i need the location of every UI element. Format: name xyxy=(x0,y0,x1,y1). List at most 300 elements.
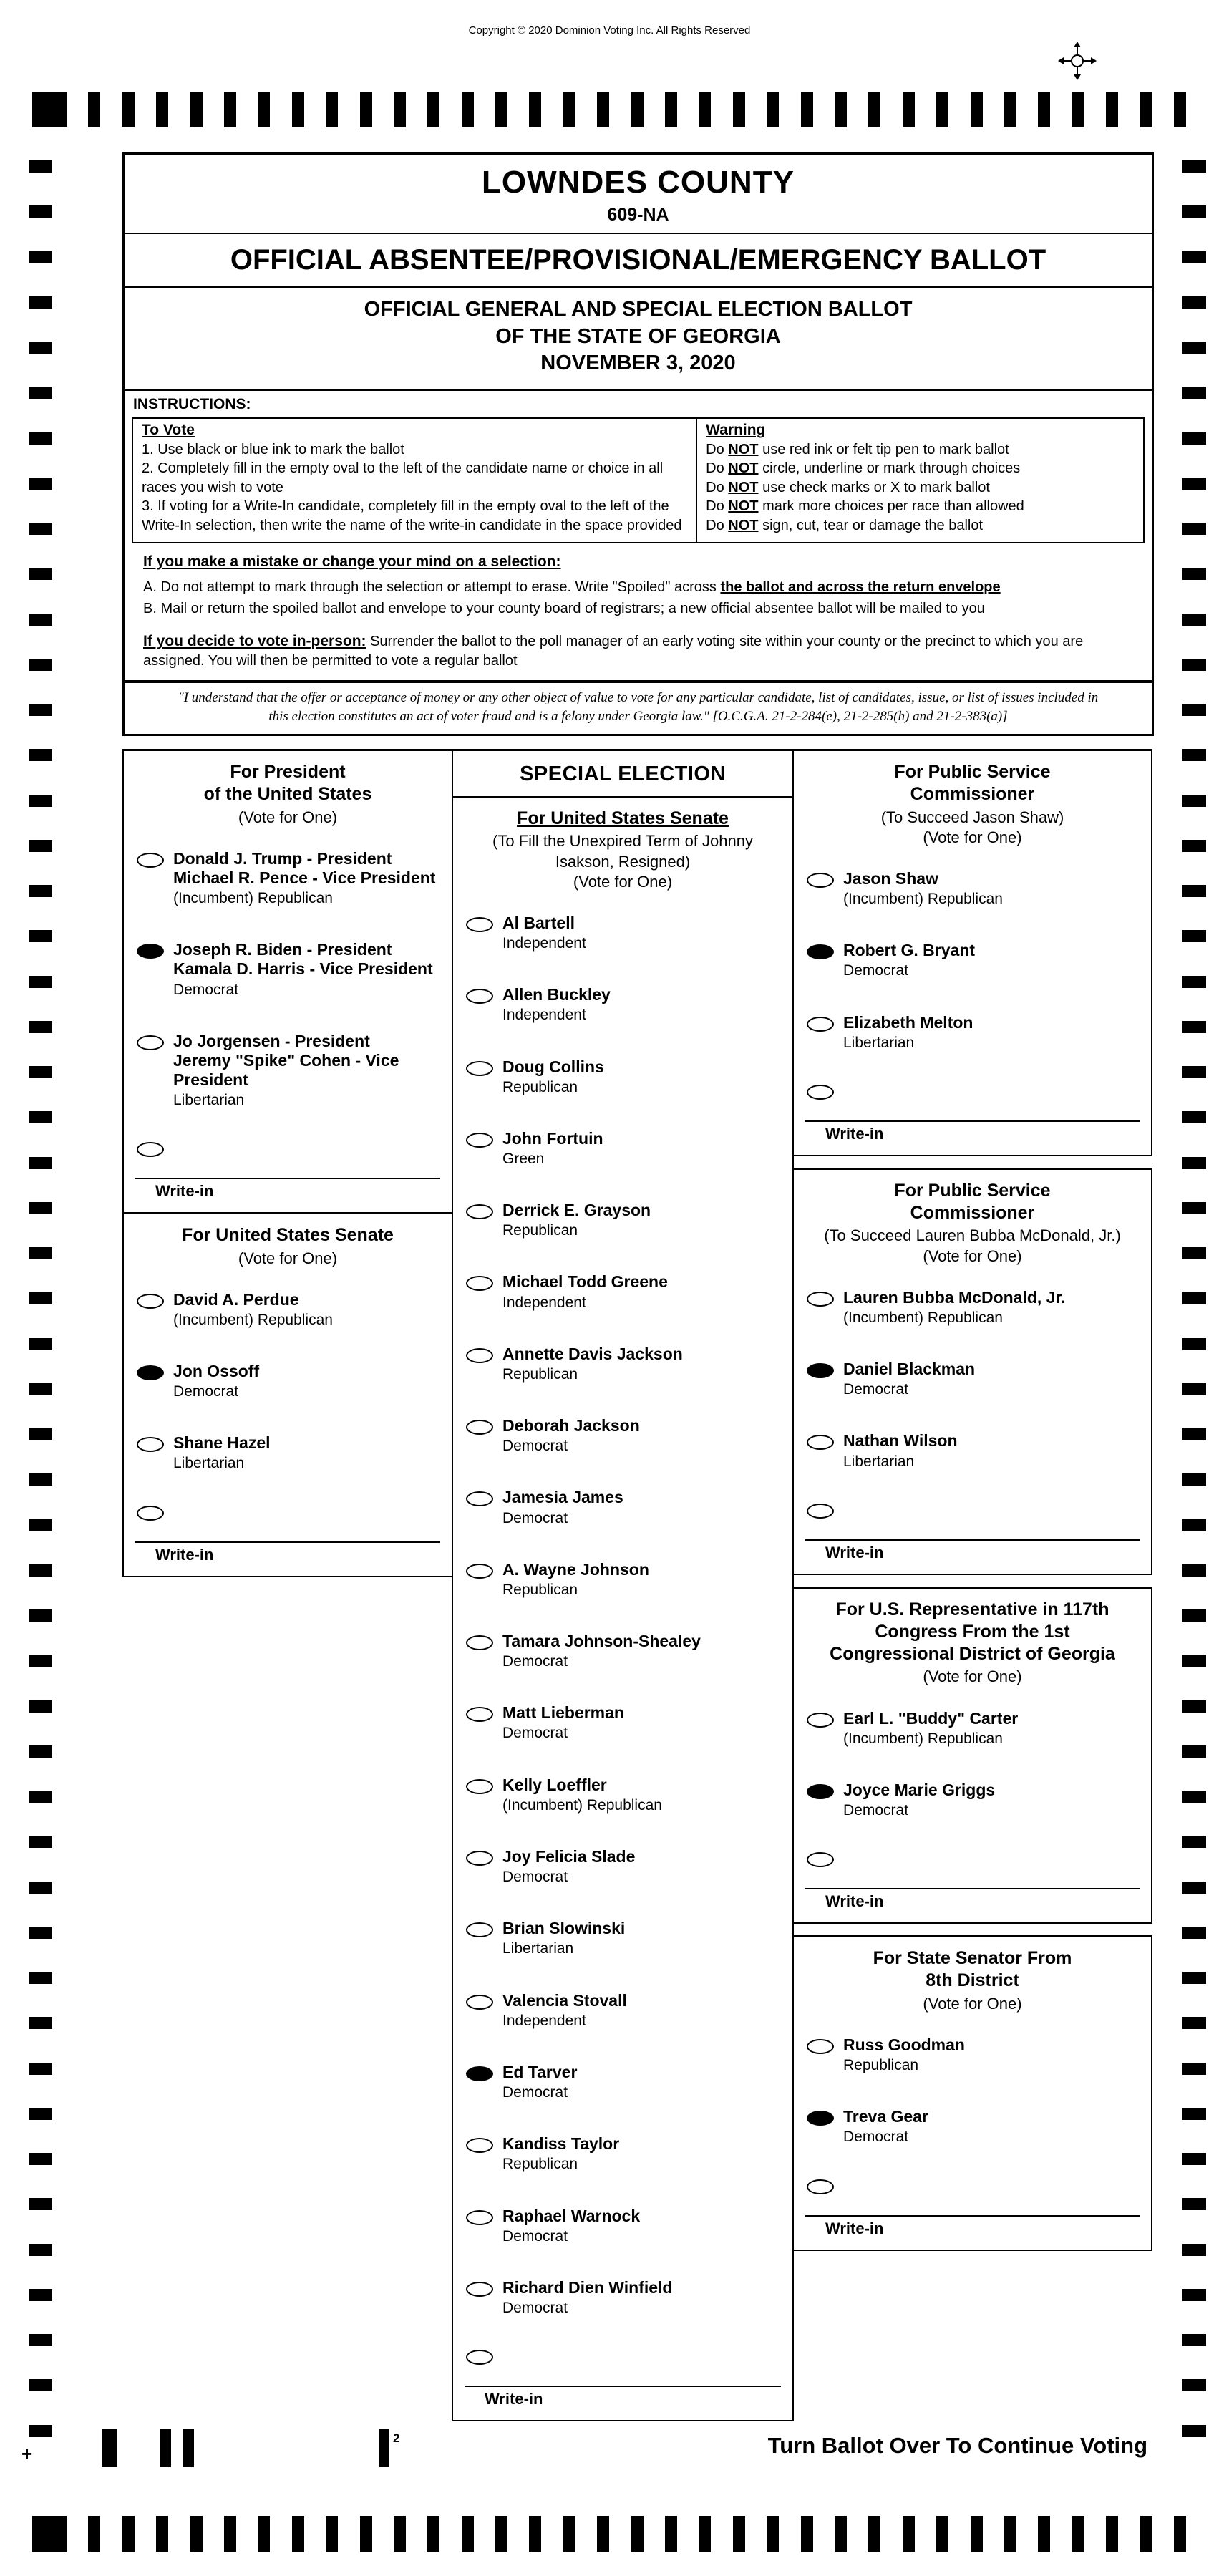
timing-mark xyxy=(29,2379,52,2391)
timing-mark xyxy=(1182,1157,1206,1169)
timing-mark xyxy=(29,2198,52,2210)
candidate-party: Libertarian xyxy=(173,1455,245,1472)
warning-not-emphasis: NOT xyxy=(728,498,759,515)
timing-mark xyxy=(1182,2289,1206,2301)
timing-mark xyxy=(190,2516,203,2552)
candidate-oval[interactable] xyxy=(466,1851,493,1866)
timing-mark xyxy=(1182,795,1206,807)
write-in-section xyxy=(124,1142,452,1209)
timing-marks-bottom xyxy=(32,2516,1186,2552)
timing-mark xyxy=(1140,92,1152,127)
candidate-party: Democrat xyxy=(843,1381,909,1398)
candidate-party: (Incumbent) Republican xyxy=(843,891,1003,908)
candidate-info xyxy=(502,1416,640,1455)
timing-mark xyxy=(1182,1202,1206,1214)
write-in-oval[interactable] xyxy=(807,2179,834,2194)
timing-mark xyxy=(29,1836,52,1848)
candidate-party: (Incumbent) Republican xyxy=(843,1309,1003,1326)
election-title-section xyxy=(125,288,1152,389)
write-in-label: Write-in xyxy=(155,1545,214,1564)
county-title: LOWNDES COUNTY xyxy=(482,165,795,200)
candidate-info xyxy=(173,849,435,907)
candidate-name: Joy Felicia Slade xyxy=(502,1846,636,1866)
warning-item: Do NOT use check marks or X to mark ballot xyxy=(706,479,990,495)
candidate-row xyxy=(453,1201,792,1239)
timing-mark xyxy=(529,92,541,127)
candidate-oval[interactable] xyxy=(466,1061,493,1076)
candidate-oval[interactable] xyxy=(137,1437,164,1452)
timing-mark xyxy=(597,92,609,127)
candidate-info xyxy=(843,941,975,979)
candidate-row xyxy=(453,1560,792,1599)
write-in-section xyxy=(794,1504,1151,1571)
race-section xyxy=(453,798,792,2420)
candidate-row xyxy=(453,985,792,1024)
race-title-line: For U.S. Representative in 117th xyxy=(835,1599,1109,1619)
timing-mark xyxy=(1182,1111,1206,1123)
mistake-item-a: A. Do not attempt to mark through the selection or attempt to erase. Write "Spoiled" across the ballot and across the return envelope xyxy=(143,579,1001,596)
race-subtitle: (Vote for One) xyxy=(923,1667,1022,1686)
timing-mark xyxy=(326,92,338,127)
write-in-line[interactable] xyxy=(135,1541,440,1543)
timing-mark xyxy=(1182,930,1206,942)
timing-mark xyxy=(224,92,236,127)
candidate-name: Jon Ossoff xyxy=(173,1362,260,1380)
candidate-oval[interactable] xyxy=(137,853,164,868)
timing-mark xyxy=(29,1292,52,1304)
timing-mark xyxy=(1182,523,1206,535)
candidate-party: (Incumbent) Republican xyxy=(502,1796,662,1814)
timing-mark xyxy=(462,2516,474,2552)
ballot-column-3 xyxy=(792,749,1152,2262)
write-in-section xyxy=(453,2350,792,2417)
warning-not-emphasis: NOT xyxy=(728,460,759,477)
timing-mark xyxy=(835,2516,847,2552)
write-in-oval[interactable] xyxy=(137,1142,164,1157)
timing-mark xyxy=(29,432,52,445)
timing-mark xyxy=(29,1473,52,1486)
timing-mark xyxy=(462,92,474,127)
to-vote-item: 1. Use black or blue ink to mark the ballot xyxy=(142,442,404,458)
candidate-oval[interactable] xyxy=(466,1995,493,2010)
candidate-info xyxy=(843,869,1003,908)
candidate-party: Democrat xyxy=(173,1383,239,1400)
write-in-section xyxy=(124,1506,452,1573)
candidate-oval[interactable] xyxy=(466,2138,493,2153)
candidate-oval[interactable] xyxy=(466,1779,493,1794)
timing-mark xyxy=(631,2516,644,2552)
timing-mark xyxy=(665,92,677,127)
candidate-name: Lauren Bubba McDonald, Jr. xyxy=(843,1287,1066,1307)
candidate-oval[interactable] xyxy=(807,1292,834,1307)
timing-mark xyxy=(29,1791,52,1803)
in-person-instructions: If you decide to vote in-person: Surrender the ballot to the poll manager of an early voting site within your county or the precinct to which you are assigned. You will then be permitted to vote a regular ballot xyxy=(143,632,1084,669)
timing-mark xyxy=(29,614,52,626)
candidate-oval[interactable] xyxy=(466,1420,493,1435)
timing-mark xyxy=(360,2516,372,2552)
timing-mark xyxy=(1182,1519,1206,1531)
to-vote-item: 2. Completely fill in the empty oval to the left of the candidate name or choice in all races you wish to vote xyxy=(142,460,664,495)
candidate-name: Joyce Marie Griggs xyxy=(843,1780,996,1799)
turn-ballot-over-text: Turn Ballot Over To Continue Voting xyxy=(767,2433,1147,2458)
timing-marks-top xyxy=(32,92,1186,127)
warning-items xyxy=(706,440,1135,535)
timing-mark xyxy=(733,2516,745,2552)
timing-mark xyxy=(903,92,915,127)
race-subtitle: (Vote for One) xyxy=(238,808,338,826)
write-in-oval[interactable] xyxy=(466,2350,493,2365)
candidate-name: Kamala D. Harris - Vice President xyxy=(173,959,433,979)
candidate-oval[interactable] xyxy=(807,1017,834,1032)
timing-mark xyxy=(1182,1882,1206,1894)
candidate-name: Derrick E. Grayson xyxy=(502,1201,651,1220)
candidate-oval[interactable] xyxy=(466,989,493,1004)
race-title xyxy=(794,1589,1151,1666)
candidate-party: (Incumbent) Republican xyxy=(173,890,333,907)
candidate-oval-filled[interactable] xyxy=(807,2111,834,2126)
timing-mark xyxy=(1182,885,1206,897)
timing-mark xyxy=(29,523,52,535)
candidate-info xyxy=(502,1345,683,1383)
to-vote-item: 3. If voting for a Write-In candidate, completely fill in the empty oval to the left of the Write-In selection, then write the name of the write-in candidate in the space provided xyxy=(142,498,682,533)
timing-mark xyxy=(29,2334,52,2346)
timing-mark xyxy=(29,2063,52,2075)
candidate-info xyxy=(173,940,433,998)
candidate-oval[interactable] xyxy=(466,1348,493,1363)
timing-mark xyxy=(29,296,52,309)
timing-mark xyxy=(903,2516,915,2552)
timing-mark xyxy=(29,1972,52,1984)
timing-mark xyxy=(1182,387,1206,399)
timing-mark xyxy=(868,92,880,127)
timing-mark xyxy=(29,1202,52,1214)
timing-mark xyxy=(29,2017,52,2029)
timing-mark xyxy=(258,2516,270,2552)
timing-mark xyxy=(1182,1791,1206,1803)
timing-mark xyxy=(29,930,52,942)
mistake-instructions xyxy=(125,552,1152,619)
candidate-oval[interactable] xyxy=(807,873,834,888)
county-header-section xyxy=(125,155,1152,234)
timing-mark xyxy=(29,1021,52,1033)
candidate-party: Libertarian xyxy=(173,1092,245,1109)
race-subtitle: (To Succeed Lauren Bubba McDonald, Jr.) (Vote for One) xyxy=(824,1226,1121,1265)
timing-mark xyxy=(29,1111,52,1123)
ballot-column-1 xyxy=(122,749,453,1577)
candidate-info xyxy=(502,2134,619,2173)
race-title xyxy=(124,751,452,806)
timing-mark xyxy=(1174,92,1186,127)
candidate-info xyxy=(173,1362,259,1400)
candidate-oval-filled[interactable] xyxy=(466,2066,493,2081)
timing-mark xyxy=(733,92,745,127)
timing-mark xyxy=(971,2516,983,2552)
candidate-info xyxy=(843,1288,1066,1327)
timing-mark xyxy=(156,2516,168,2552)
warning-item: Do NOT mark more choices per race than allowed xyxy=(706,498,1024,515)
timing-marks-right xyxy=(1182,160,1206,2437)
timing-mark xyxy=(1140,2516,1152,2552)
candidate-oval[interactable] xyxy=(137,1294,164,1309)
candidate-oval[interactable] xyxy=(466,1491,493,1506)
candidate-info xyxy=(173,1290,333,1329)
write-in-line[interactable] xyxy=(135,1178,440,1179)
candidate-oval-filled[interactable] xyxy=(137,1365,164,1380)
to-vote-title: To Vote xyxy=(142,422,195,439)
candidate-party: (Incumbent) Republican xyxy=(173,1311,333,1328)
candidate-info xyxy=(502,1129,603,1168)
timing-mark xyxy=(1038,92,1050,127)
candidate-row xyxy=(794,2035,1151,2074)
candidate-party: Independent xyxy=(502,935,586,952)
candidate-info xyxy=(843,2035,965,2074)
candidate-row xyxy=(453,2134,792,2173)
candidate-info xyxy=(843,1709,1018,1748)
timing-mark xyxy=(29,1609,52,1622)
timing-mark xyxy=(1182,840,1206,852)
candidate-oval[interactable] xyxy=(466,1276,493,1291)
candidate-oval[interactable] xyxy=(466,1707,493,1722)
candidate-name: Al Bartell xyxy=(502,913,575,932)
timing-mark xyxy=(1182,432,1206,445)
timing-mark xyxy=(1182,2153,1206,2165)
timing-mark xyxy=(1182,1247,1206,1259)
candidate-party: Democrat xyxy=(502,1869,568,1886)
candidate-oval-filled[interactable] xyxy=(137,944,164,959)
timing-mark xyxy=(1182,342,1206,354)
candidate-info xyxy=(502,1488,623,1526)
candidate-info xyxy=(843,2107,928,2146)
candidate-party: Democrat xyxy=(502,2299,568,2316)
timing-mark xyxy=(971,92,983,127)
timing-mark xyxy=(32,2516,67,2552)
mistake-item-b: B. Mail or return the spoiled ballot and envelope to your county board of registrars; a new official absentee ballot will be mailed to you xyxy=(143,601,985,617)
candidate-party: Independent xyxy=(502,1007,586,1024)
candidate-party: Democrat xyxy=(502,1438,568,1455)
timing-mark xyxy=(767,92,779,127)
write-in-oval[interactable] xyxy=(137,1506,164,1521)
candidate-name: Jeremy "Spike" Cohen - Vice President xyxy=(173,1050,399,1089)
candidate-name: Joseph R. Biden - President xyxy=(173,940,392,959)
candidate-oval-filled[interactable] xyxy=(807,1363,834,1378)
timing-mark xyxy=(29,795,52,807)
candidate-row xyxy=(794,2107,1151,2146)
timing-mark xyxy=(29,568,52,580)
timing-mark xyxy=(631,92,644,127)
timing-mark xyxy=(495,92,507,127)
warning-item: Do NOT use red ink or felt tip pen to mark ballot xyxy=(706,442,1009,458)
election-date: NOVEMBER 3, 2020 xyxy=(540,352,736,375)
timing-mark xyxy=(563,2516,575,2552)
instructions-box xyxy=(132,417,1145,543)
timing-mark xyxy=(1182,205,1206,218)
to-vote-panel xyxy=(133,419,697,542)
footer-bar xyxy=(183,2429,194,2467)
write-in-oval[interactable] xyxy=(807,1852,834,1867)
race-title xyxy=(124,1214,452,1246)
footer-bar xyxy=(160,2429,171,2467)
candidate-info xyxy=(502,2063,577,2101)
race-title-line: For Public Service xyxy=(894,762,1051,783)
write-in-line[interactable] xyxy=(805,1539,1140,1541)
timing-mark xyxy=(1182,478,1206,490)
candidate-row xyxy=(453,2278,792,2317)
candidate-name: Matt Lieberman xyxy=(502,1703,624,1723)
candidate-name: David A. Perdue xyxy=(173,1289,299,1309)
candidate-row xyxy=(794,1013,1151,1052)
timing-mark xyxy=(29,840,52,852)
candidate-party: Democrat xyxy=(502,2227,568,2245)
race-title-line: For State Senator From xyxy=(873,1948,1072,1969)
timing-mark xyxy=(1182,568,1206,580)
timing-mark xyxy=(1182,1383,1206,1395)
timing-mark xyxy=(292,92,304,127)
candidate-name: Daniel Blackman xyxy=(843,1360,976,1379)
timing-mark xyxy=(29,1066,52,1078)
write-in-line[interactable] xyxy=(805,2215,1140,2217)
timing-mark xyxy=(190,92,203,127)
timing-mark xyxy=(122,92,135,127)
candidate-info xyxy=(502,1272,668,1311)
timing-mark xyxy=(29,2108,52,2120)
ballot-grid xyxy=(122,749,1154,2421)
candidate-info xyxy=(843,1431,958,1470)
ballot-column-2 xyxy=(452,749,794,2421)
candidate-name: Shane Hazel xyxy=(173,1433,271,1453)
race-title-line: Congress From the 1st xyxy=(875,1621,1070,1642)
candidate-oval-filled[interactable] xyxy=(807,1784,834,1799)
timing-mark xyxy=(1182,1338,1206,1350)
in-person-title: If you decide to vote in-person: xyxy=(143,632,366,649)
candidate-oval[interactable] xyxy=(137,1035,164,1050)
timing-mark xyxy=(767,2516,779,2552)
timing-mark xyxy=(1182,2017,1206,2029)
write-in-oval[interactable] xyxy=(807,1085,834,1100)
timing-mark xyxy=(29,1519,52,1531)
candidate-name: Tamara Johnson-Shealey xyxy=(502,1632,701,1651)
candidate-info xyxy=(502,1776,662,1814)
candidate-row xyxy=(453,2063,792,2101)
copyright-line: Copyright © 2020 Dominion Voting Inc. All Rights Reserved xyxy=(468,24,751,37)
timing-mark xyxy=(394,92,406,127)
timing-mark xyxy=(29,659,52,671)
timing-mark xyxy=(29,1157,52,1169)
candidate-oval[interactable] xyxy=(466,1204,493,1219)
race-title-line: Congressional District of Georgia xyxy=(830,1644,1115,1665)
candidate-party: Independent xyxy=(502,2012,586,2029)
footer-bar xyxy=(102,2429,117,2467)
candidate-party: Republican xyxy=(843,2057,919,2073)
special-election-header: SPECIAL ELECTION xyxy=(453,751,792,798)
candidate-row xyxy=(453,1919,792,1957)
timing-mark xyxy=(1182,1745,1206,1758)
candidate-name: Kandiss Taylor xyxy=(502,2134,620,2154)
candidate-info xyxy=(502,1703,624,1742)
candidate-row xyxy=(453,914,792,952)
race-section xyxy=(122,749,453,1214)
timing-mark xyxy=(29,342,52,354)
race-subtitle: (To Succeed Jason Shaw) (Vote for One) xyxy=(880,808,1064,846)
timing-mark xyxy=(1182,749,1206,761)
candidate-oval[interactable] xyxy=(807,1713,834,1728)
write-in-line[interactable] xyxy=(805,1888,1140,1889)
candidate-oval[interactable] xyxy=(466,2282,493,2297)
candidate-row xyxy=(124,1362,452,1400)
candidate-row xyxy=(453,1416,792,1455)
timing-mark xyxy=(29,1700,52,1713)
candidate-info xyxy=(502,1919,625,1957)
ballot-style-code: 609-NA xyxy=(607,205,669,225)
race-section xyxy=(792,1587,1152,1924)
timing-mark xyxy=(597,2516,609,2552)
race-title-line: Commissioner xyxy=(910,1203,1035,1224)
timing-mark xyxy=(1182,1609,1206,1622)
timing-mark xyxy=(224,2516,236,2552)
candidate-name: Jamesia James xyxy=(502,1488,623,1507)
race-subtitle: (To Fill the Unexpired Term of Johnny Isakson, Resigned) (Vote for One) xyxy=(492,832,753,891)
timing-mark xyxy=(88,2516,100,2552)
timing-mark xyxy=(1182,1021,1206,1033)
candidate-party: Democrat xyxy=(843,2129,909,2146)
write-in-line[interactable] xyxy=(805,1120,1140,1122)
instructions-label: INSTRUCTIONS: xyxy=(133,396,251,413)
timing-mark xyxy=(29,160,52,173)
candidate-row xyxy=(794,1288,1151,1327)
timing-mark xyxy=(1182,1655,1206,1667)
write-in-label: Write-in xyxy=(825,1543,884,1561)
candidate-oval[interactable] xyxy=(466,1564,493,1579)
candidate-oval-filled[interactable] xyxy=(807,944,834,959)
timing-mark xyxy=(1182,1972,1206,1984)
candidate-party: Republican xyxy=(502,1078,578,1095)
race-subtitle: (Vote for One) xyxy=(923,1994,1022,2013)
candidate-row xyxy=(794,1431,1151,1470)
race-title-line: For President xyxy=(230,762,346,783)
candidate-oval[interactable] xyxy=(466,2210,493,2225)
candidate-party: Democrat xyxy=(502,1653,568,1670)
warning-item: Do NOT sign, cut, tear or damage the ballot xyxy=(706,517,984,533)
candidate-oval[interactable] xyxy=(466,1635,493,1650)
candidate-oval[interactable] xyxy=(466,1922,493,1937)
write-in-oval[interactable] xyxy=(807,1504,834,1519)
candidate-oval[interactable] xyxy=(807,2039,834,2054)
ballot-footer xyxy=(0,2424,1219,2477)
warning-panel xyxy=(697,419,1143,542)
timing-mark xyxy=(801,2516,813,2552)
candidate-party: Republican xyxy=(502,2156,578,2173)
candidate-info xyxy=(502,985,611,1024)
write-in-line[interactable] xyxy=(465,2386,781,2387)
candidate-party: Libertarian xyxy=(502,1940,574,1957)
candidate-party: Libertarian xyxy=(843,1453,915,1470)
candidate-row xyxy=(794,1360,1151,1398)
warning-not-emphasis: NOT xyxy=(728,442,759,458)
candidate-party: Democrat xyxy=(502,1509,568,1526)
timing-mark xyxy=(835,92,847,127)
timing-mark xyxy=(1182,1428,1206,1440)
candidate-oval[interactable] xyxy=(466,917,493,932)
candidate-oval[interactable] xyxy=(807,1435,834,1450)
timing-mark xyxy=(699,92,711,127)
ballot-header xyxy=(122,152,1154,391)
candidate-oval[interactable] xyxy=(466,1133,493,1148)
mistake-title: If you make a mistake or change your mind on a selection: xyxy=(143,553,561,571)
timing-mark xyxy=(29,387,52,399)
election-title-line1: OFFICIAL GENERAL AND SPECIAL ELECTION BALLOT xyxy=(364,298,913,321)
candidate-name: Deborah Jackson xyxy=(502,1416,640,1435)
write-in-label: Write-in xyxy=(825,1892,884,1911)
candidate-row xyxy=(453,1057,792,1096)
